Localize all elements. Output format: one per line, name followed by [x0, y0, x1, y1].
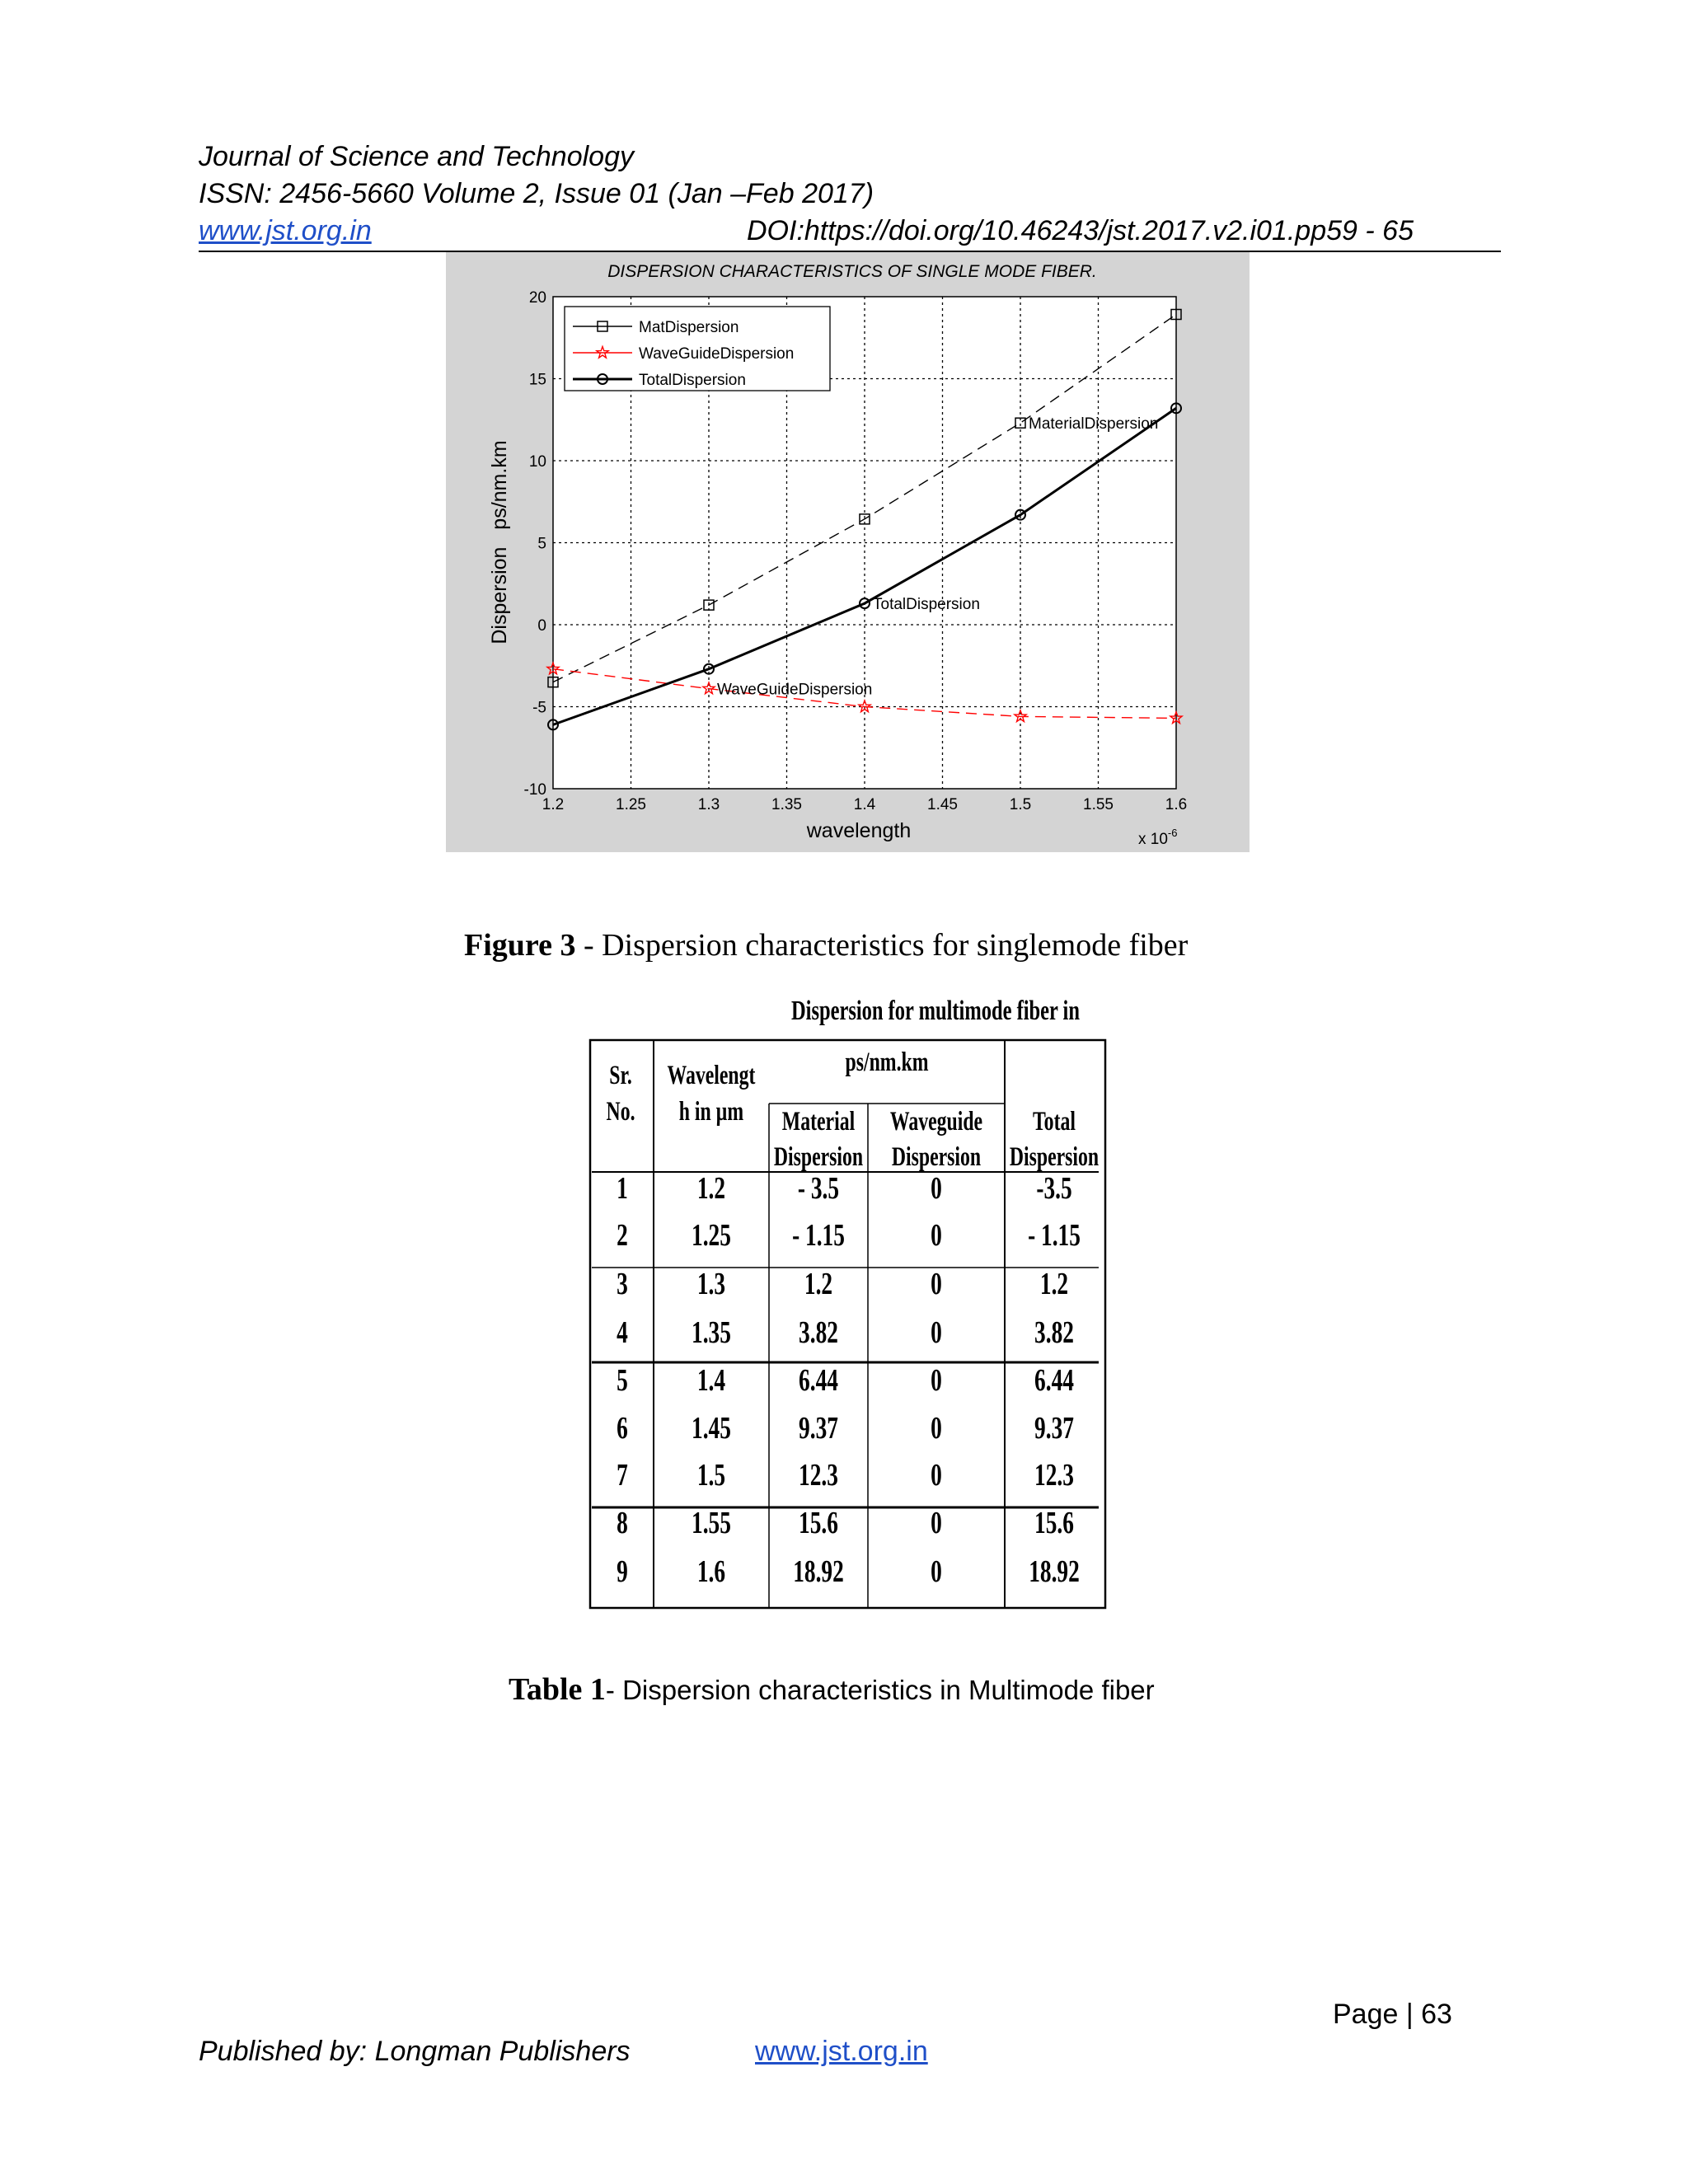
table-cell: 1	[617, 1170, 628, 1207]
table-body	[617, 1171, 1081, 1589]
figure-caption	[464, 927, 1188, 963]
table-cell: 9.37	[1034, 1410, 1074, 1446]
table-cell: 6	[617, 1410, 628, 1446]
table-cell: 4	[617, 1315, 628, 1351]
x-axis-label: wavelength	[806, 819, 912, 842]
table-header-cell: Waveguide	[889, 1106, 983, 1137]
table-cell: 3.82	[1034, 1315, 1074, 1351]
table-cell: 0	[931, 1554, 942, 1590]
x-tick-label: 1.25	[616, 796, 646, 813]
x-tick-label: 1.35	[771, 796, 802, 813]
table-row	[617, 1554, 1080, 1589]
table-header-cell: Dispersion	[891, 1141, 982, 1173]
table-cell: - 1.15	[792, 1217, 845, 1254]
table-header-cell: Material	[781, 1106, 856, 1137]
table-row	[617, 1267, 1068, 1301]
table-cell: 1.5	[696, 1457, 726, 1493]
table-cell: 8	[617, 1505, 628, 1541]
table-cell: 1.2	[696, 1170, 726, 1207]
page-number: Page | 63	[1333, 1999, 1452, 2030]
data-annotation: WaveGuideDispersion	[717, 681, 873, 699]
table-row	[617, 1171, 1072, 1206]
x-tick-label: 1.2	[542, 796, 565, 813]
x-tick-label: 1.55	[1083, 796, 1114, 813]
x-tick-label: 1.6	[1165, 796, 1188, 813]
table-cell: -3.5	[1036, 1170, 1072, 1207]
table-header	[607, 1047, 1100, 1172]
table-cell: 1.3	[696, 1266, 726, 1302]
x-multiplier: x $10^{-6}$	[1138, 827, 1178, 848]
table-cell: 2	[617, 1217, 628, 1254]
table-caption-text: - Dispersion characteristics in Multimode fiber	[605, 1675, 1155, 1705]
table-cell: 15.6	[1034, 1505, 1074, 1541]
table-cell: 0	[931, 1315, 942, 1351]
table-header-cell: Wavelengt	[667, 1060, 756, 1091]
y-tick-label: 20	[528, 289, 546, 307]
table-cell: 3.82	[799, 1315, 838, 1351]
table-cell: 15.6	[799, 1505, 838, 1541]
table-cell: 9	[617, 1554, 628, 1590]
y-tick-label: -10	[523, 781, 546, 799]
table-cell: - 1.15	[1028, 1217, 1081, 1254]
dispersion-chart	[446, 252, 1250, 852]
table-cell: 1.2	[804, 1266, 833, 1302]
table-caption-label: Table 1	[509, 1672, 606, 1707]
dispersion-table	[588, 1038, 1110, 1613]
data-annotation: MaterialDispersion	[1029, 415, 1159, 434]
table-header-cell: h in µm	[678, 1096, 744, 1127]
y-tick-label: 5	[537, 535, 546, 553]
legend-entry: WaveGuideDispersion	[639, 345, 795, 363]
table-cell: 18.92	[793, 1554, 844, 1590]
chart-title: DISPERSION CHARACTERISTICS OF SINGLE MODE FIBER.	[607, 262, 1097, 281]
table-header-cell: Sr.	[609, 1060, 632, 1091]
table-caption	[509, 1671, 1155, 1708]
table-cell: 7	[617, 1457, 628, 1493]
table-cell: 0	[931, 1410, 942, 1446]
table-title: Dispersion for multimode fiber in	[791, 996, 1080, 1026]
legend-entry: MatDispersion	[639, 319, 739, 336]
table-header-cell: No.	[606, 1096, 635, 1127]
header-website-link[interactable]: www.jst.org.in	[199, 215, 372, 246]
y-axis-label: Dispersion ps/nm.km	[488, 440, 511, 644]
issn-line: ISSN: 2456-5660 Volume 2, Issue 01 (Jan –Feb 2017)	[199, 178, 874, 209]
y-tick-label: 10	[528, 453, 546, 471]
table-cell: 1.25	[692, 1217, 731, 1254]
table-cell: 6.44	[1034, 1362, 1074, 1399]
y-tick-label: -5	[532, 699, 546, 717]
table-cell: 0	[931, 1170, 942, 1207]
footer-website-link[interactable]: www.jst.org.in	[755, 2036, 928, 2067]
table-cell: 0	[931, 1362, 942, 1399]
journal-title: Journal of Science and Technology	[199, 141, 634, 172]
table-cell: 3	[617, 1266, 628, 1302]
doi-line: DOI:https://doi.org/10.46243/jst.2017.v2.i01.pp59 - 65	[747, 215, 1414, 246]
table-cell: 1.6	[696, 1554, 726, 1590]
table-cell: 1.2	[1039, 1266, 1069, 1302]
table-row	[617, 1218, 1081, 1253]
table-cell: 1.35	[692, 1315, 731, 1351]
y-tick-label: 15	[528, 371, 546, 389]
table-header-cell: ps/nm.km	[845, 1047, 929, 1078]
table-cell: 0	[931, 1217, 942, 1254]
table-header-cell: Dispersion	[1009, 1141, 1100, 1173]
table-cell: 1.45	[692, 1410, 731, 1446]
table-header-cell: Dispersion	[773, 1141, 864, 1173]
table-cell: 12.3	[1034, 1457, 1074, 1493]
publisher-line: Published by: Longman Publishers	[199, 2036, 631, 2067]
table-cell: 1.55	[692, 1505, 731, 1541]
table-cell: - 3.5	[797, 1170, 840, 1207]
table-cell: 0	[931, 1266, 942, 1302]
legend-entry: TotalDispersion	[639, 372, 746, 389]
table-cell: 0	[931, 1457, 942, 1493]
table-cell: 12.3	[799, 1457, 838, 1493]
table-cell: 18.92	[1029, 1554, 1080, 1590]
figure-caption-text: - Dispersion characteristics for singlemode fiber	[575, 928, 1189, 963]
legend	[565, 307, 830, 391]
x-tick-label: 1.45	[927, 796, 958, 813]
table-cell: 6.44	[799, 1362, 838, 1399]
table-header-cell: Total	[1033, 1106, 1076, 1137]
table-cell: 5	[617, 1362, 628, 1399]
x-tick-label: 1.5	[1009, 796, 1032, 813]
data-annotation: TotalDispersion	[873, 596, 980, 614]
table-cell: 0	[931, 1505, 942, 1541]
figure-caption-label: Figure 3	[464, 928, 576, 963]
x-tick-label: 1.3	[697, 796, 720, 813]
table-cell: 1.4	[696, 1362, 726, 1399]
y-tick-label: 0	[537, 617, 546, 635]
table-cell: 9.37	[799, 1410, 838, 1446]
x-tick-label: 1.4	[853, 796, 876, 813]
